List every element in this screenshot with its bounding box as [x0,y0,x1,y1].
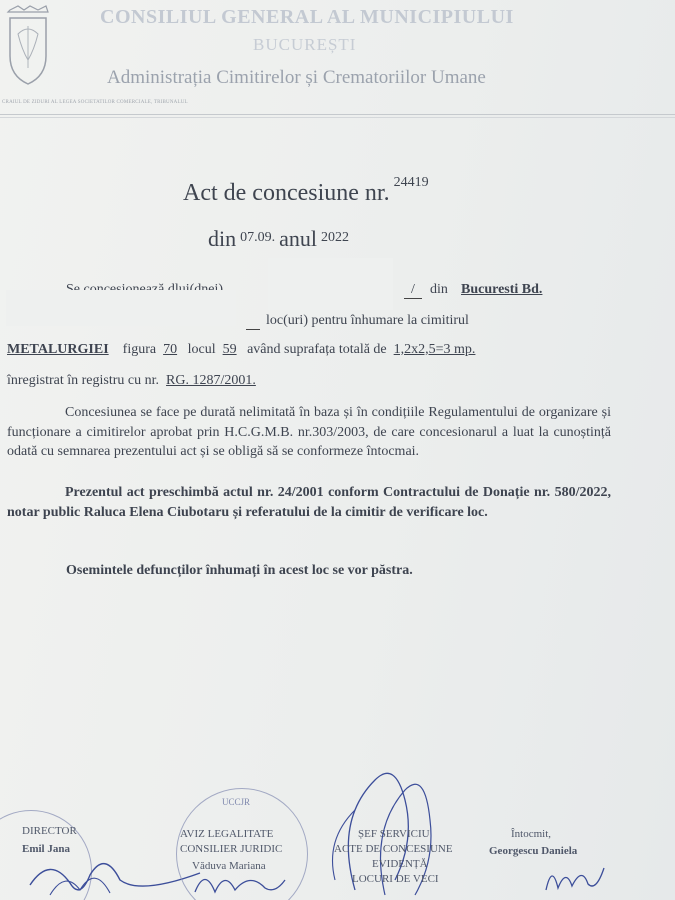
cemetery-line [7,342,475,358]
header-divider [0,114,675,115]
coat-of-arms-icon [4,4,52,96]
figure-label: figura [122,342,157,357]
council-title: CONSILIUL GENERAL AL MUNICIPIULUI [100,6,514,28]
prepared-name: Georgescu Daniela [489,845,578,857]
places-label: loc(uri) pentru înhumare la cimitirul [266,313,469,328]
count-mark: / [404,282,422,299]
director-name: Emil Jana [22,843,70,855]
document-title [183,175,429,207]
register-line [7,373,256,389]
paragraph-conditions: Concesiunea se face pe durată nelimitată în baza și în condițiile Regulamentului de organizare și funcționare a cimitirelor aprobat prin H.C.G.M.B. nr.303/2003, de care concesionarul a luat la cunoștință odată cu semnarea prezentului act și se obligă să se conformeze întocmai. [7,405,611,459]
header-fine-print: CRAIUL DE ZIDURI AL LEGEA SOCIETATILOR COMERCIALE, TRIBUNALUL [2,100,188,105]
service-title-3: EVIDENȚĂ [372,858,428,870]
area-value: 1,2x2,5=3 mp. [393,342,476,357]
administration-title: Administrația Cimitirelor și Crematoriilor Umane [107,67,486,88]
council-city: BUCUREȘTI [253,35,357,54]
director-title: DIRECTOR [22,825,77,837]
cemetery-name: METALURGIEI [7,342,109,357]
document-date [208,226,353,252]
legal-title-2: CONSILIER JURIDIC [180,843,283,855]
area-label: având suprafața totală de [247,342,387,357]
register-value: RG. 1287/2001. [166,373,256,388]
title-prefix: Act de concesiune nr. [183,180,390,206]
paragraph-exchange: Prezentul act preschimbă actul nr. 24/2001 conform Contractului de Donație nr. 580/2022, notar public Raluca Elena Ciubotaru și referatului de la cimitir de verificare loc. [7,485,611,520]
header-divider-secondary [0,117,675,118]
date-value: 07.09. [240,230,276,245]
register-label: înregistrat în registru cu nr. [7,373,160,388]
prepared-title: Întocmit, [511,828,552,840]
redacted-address [6,290,236,326]
places-count [246,313,260,330]
paragraph-remains: Osemintele defuncților înhumați în acest loc se vor păstra. [66,563,413,578]
legal-stamp-text: UCCJR [222,797,251,807]
prepared-signature [538,858,608,898]
service-title-4: LOCURI DE VECI [352,873,439,885]
legal-title-1: AVIZ LEGALITATE [180,828,274,840]
service-title-2: ACTE DE CONCESIUNE [334,843,453,855]
year-prefix: anul [279,226,318,251]
place-value: 59 [222,342,237,357]
service-title-1: ȘEF SERVICIU [358,828,430,840]
legal-name: Văduva Mariana [192,860,266,872]
from-label: din [430,282,448,297]
act-number: 24419 [393,175,429,190]
place-label: locul [187,342,216,357]
city-street: Bucuresti Bd. [461,282,543,297]
date-prefix: din [208,226,237,251]
legal-signature [190,862,290,900]
redacted-name [268,258,393,310]
year-value: 2022 [321,230,350,245]
figure-value: 70 [163,342,178,357]
